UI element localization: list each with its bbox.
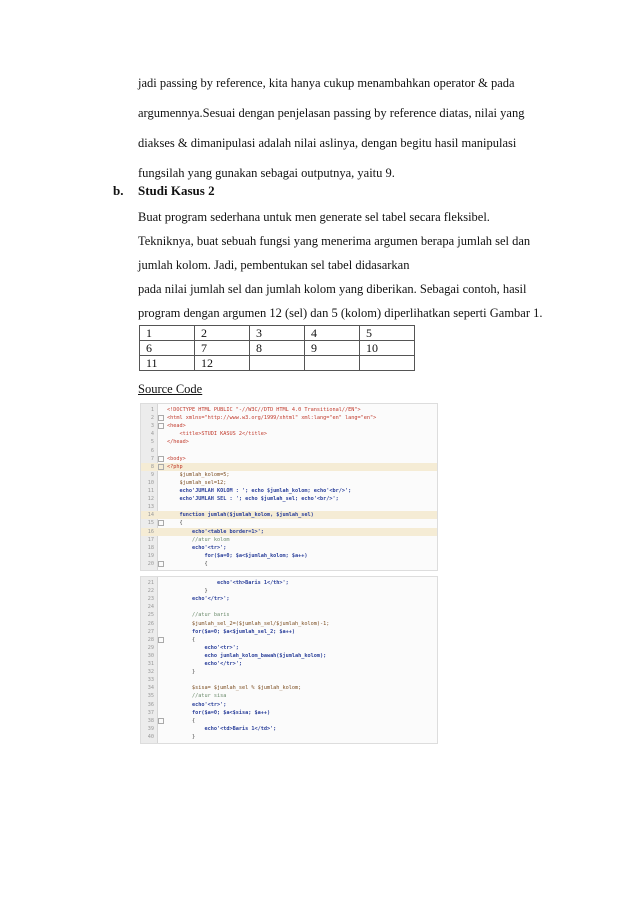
code-line-number: 12 <box>147 496 154 503</box>
code-screenshot-part-1 <box>140 403 438 571</box>
code-line <box>141 487 437 495</box>
code-line <box>141 406 437 414</box>
code-line-text: $sisa= $jumlah_sel % $jumlah_kolom; <box>167 685 302 692</box>
code-line-number: 4 <box>150 431 154 438</box>
code-line <box>141 536 437 544</box>
code-line <box>141 603 437 611</box>
code-line-number: 32 <box>147 669 154 676</box>
code-line-number: 11 <box>147 488 154 494</box>
fold-toggle-icon[interactable] <box>158 464 164 470</box>
fold-toggle-icon[interactable] <box>158 415 164 421</box>
code-line-text: echo'<table border=1>'; <box>167 528 264 535</box>
code-line-number: 21 <box>147 580 154 586</box>
code-line <box>141 709 437 717</box>
code-line-number: 22 <box>147 588 154 595</box>
code-line-number: 34 <box>147 685 154 692</box>
code-line-text: //atur kolom <box>167 536 230 543</box>
code-line-number: 40 <box>147 733 154 740</box>
code-line-text: <?php <box>167 463 183 470</box>
table-cell: 1 <box>140 326 195 341</box>
code-line-number: 1 <box>150 407 154 413</box>
table-cell <box>250 356 305 371</box>
code-line <box>141 479 437 487</box>
code-line-text: echo'<tr>'; <box>167 544 227 551</box>
intro-line: fungsilah yang gunakan sebagai outputnya, yaitu 9. <box>138 166 395 180</box>
code-line-text: </head> <box>167 439 189 446</box>
table-cell: 11 <box>140 356 195 371</box>
code-line-number: 15 <box>147 520 154 527</box>
section-line: jumlah kolom. Jadi, pembentukan sel tabel didasarkan <box>138 258 410 272</box>
code-line-text: for($a=0; $a<$jumlah_kolom; $a++) <box>167 552 308 559</box>
table-cell: 9 <box>305 341 360 356</box>
code-line-text: $jumlah_kolom=5; <box>167 471 230 478</box>
fold-toggle-icon[interactable] <box>158 520 164 526</box>
code-line <box>141 503 437 511</box>
table-cell: 3 <box>250 326 305 341</box>
code-line-number: 9 <box>150 471 154 478</box>
table-cell: 5 <box>360 326 415 341</box>
code-line <box>141 511 437 519</box>
code-line-text: } <box>167 588 208 595</box>
code-line-text: echo'<tr>'; <box>167 644 239 651</box>
code-line-text: <title>STUDI KASUS 2</title> <box>167 431 267 438</box>
table-row <box>140 326 415 341</box>
code-line-text: function jumlah($jumlah_kolom, $jumlah_sel) <box>167 512 314 519</box>
code-line <box>141 611 437 619</box>
code-line-number: 30 <box>147 652 154 659</box>
section-line: Tekniknya, buat sebuah fungsi yang menerima argumen berapa jumlah sel dan <box>138 234 531 248</box>
code-line <box>141 660 437 668</box>
code-line <box>141 628 437 636</box>
example-table-figure <box>139 325 415 371</box>
code-line <box>141 620 437 628</box>
code-line-text: } <box>167 669 196 676</box>
code-line <box>141 519 437 527</box>
code-line-number: 3 <box>150 423 154 430</box>
code-line <box>141 636 437 644</box>
section-marker: b. <box>113 183 124 198</box>
intro-line: jadi passing by reference, kita hanya cukup menambahkan operator & pada <box>138 76 515 90</box>
example-table <box>139 325 415 371</box>
code-line-text: $jumlah_sel=12; <box>167 479 227 486</box>
code-line-number: 19 <box>147 552 154 559</box>
code-line-number: 31 <box>147 661 154 667</box>
fold-toggle-icon[interactable] <box>158 637 164 643</box>
code-line-text: $jumlah_sel_2=($jumlah_sel/$jumlah_kolom)-1; <box>167 620 330 627</box>
table-cell: 2 <box>195 326 250 341</box>
code-line-number: 20 <box>147 560 154 567</box>
code-line-number: 25 <box>147 612 154 619</box>
code-line-text: echo'<th>Baris 1</th>'; <box>167 580 289 586</box>
code-line-text: { <box>167 717 196 724</box>
table-row <box>140 341 415 356</box>
table-row <box>140 356 415 371</box>
code-line-text: for($a=0; $a<$jumlah_sel_2; $a++) <box>167 628 296 635</box>
code-line-text: <body> <box>167 455 186 462</box>
code-line-text: <head> <box>167 423 186 430</box>
fold-toggle-icon[interactable] <box>158 718 164 724</box>
fold-toggle-icon[interactable] <box>158 561 164 567</box>
table-cell: 7 <box>195 341 250 356</box>
code-line-number: 23 <box>147 596 154 603</box>
code-line-number: 37 <box>147 709 154 716</box>
code-line-number: 35 <box>147 693 154 700</box>
fold-toggle-icon[interactable] <box>158 456 164 462</box>
code-line <box>141 552 437 560</box>
code-line <box>141 544 437 552</box>
code-line-text: echo'JUMLAH SEL : '; echo $jumlah_sel; echo'<br/>'; <box>167 496 339 503</box>
code-line-number: 29 <box>147 644 154 651</box>
code-line-text: echo'<tr>'; <box>167 701 227 708</box>
section-heading: Studi Kasus 2 <box>138 183 215 198</box>
table-cell <box>305 356 360 371</box>
code-line-text: //atur baris <box>167 612 230 619</box>
code-line <box>141 684 437 692</box>
code-line-number: 33 <box>147 677 154 684</box>
code-line <box>141 560 437 568</box>
source-code-label: Source Code <box>138 382 203 396</box>
code-line-text: { <box>167 636 196 643</box>
section-line: program dengan argumen 12 (sel) dan 5 (kolom) diperlihatkan seperti Gambar 1. <box>138 306 543 320</box>
code-line-number: 14 <box>147 512 154 519</box>
code-line-text: echo jumlah_kolom_bawah($jumlah_kolom); <box>167 652 327 659</box>
intro-line: diakses & dimanipulasi adalah nilai aslinya, dengan begitu hasil manipulasi <box>138 136 517 150</box>
code-line <box>141 438 437 446</box>
section-paragraph <box>138 206 578 324</box>
section-line: Buat program sederhana untuk men generate sel tabel secara fleksibel. <box>138 210 490 224</box>
code-line <box>141 725 437 733</box>
code-line-text: <html xmlns="http://www.w3.org/1999/xhtml" xml:lang="en" lang="en"> <box>167 415 377 422</box>
table-cell: 4 <box>305 326 360 341</box>
section-line: pada nilai jumlah sel dan jumlah kolom yang diberikan. Sebagai contoh, hasil <box>138 282 527 296</box>
code-line-text: echo'</tr>'; <box>167 661 242 667</box>
code-line <box>141 455 437 463</box>
code-line-text: for($a=0; $a<$sisa; $a++) <box>167 709 271 716</box>
intro-paragraph <box>138 72 578 184</box>
code-line <box>141 463 437 471</box>
code-line-text: <!DOCTYPE HTML PUBLIC "-//W3C//DTD HTML 4.0 Transitional//EN"> <box>167 407 361 413</box>
code-line <box>141 652 437 660</box>
table-cell: 6 <box>140 341 195 356</box>
code-line-number: 17 <box>147 536 154 543</box>
fold-toggle-icon[interactable] <box>158 423 164 429</box>
table-cell: 12 <box>195 356 250 371</box>
intro-line: argumennya.Sesuai dengan penjelasan passing by reference diatas, nilai yang <box>138 106 525 120</box>
code-line-number: 36 <box>147 701 154 708</box>
code-line-number: 16 <box>147 528 154 535</box>
code-line-text: echo'JUMLAH KOLOM : '; echo $jumlah_kolom; echo'<br/>'; <box>167 488 352 494</box>
code-line <box>141 447 437 455</box>
code-line-text: echo'</tr>'; <box>167 596 230 603</box>
code-line <box>141 595 437 603</box>
code-line <box>141 430 437 438</box>
code-line <box>141 414 437 422</box>
code-line-number: 39 <box>147 725 154 732</box>
code-line-text: //atur sisa <box>167 693 227 700</box>
code-line <box>141 579 437 587</box>
code-line-number: 28 <box>147 636 154 643</box>
code-line-text: { <box>167 520 183 527</box>
code-line-number: 38 <box>147 717 154 724</box>
code-line <box>141 528 437 536</box>
table-cell: 8 <box>250 341 305 356</box>
code-line <box>141 495 437 503</box>
code-line-number: 26 <box>147 620 154 627</box>
code-line-number: 6 <box>150 447 154 454</box>
table-cell: 10 <box>360 341 415 356</box>
code-line-number: 7 <box>150 455 154 462</box>
code-line <box>141 587 437 595</box>
code-line <box>141 471 437 479</box>
code-line-number: 8 <box>150 463 154 470</box>
code-line-number: 27 <box>147 628 154 635</box>
code-line-number: 13 <box>147 504 154 511</box>
code-line <box>141 422 437 430</box>
code-line-number: 10 <box>147 479 154 486</box>
code-screenshot-part-2 <box>140 576 438 744</box>
code-line-text: echo'<td>Baris 1</td>'; <box>167 725 277 732</box>
code-line <box>141 717 437 725</box>
code-line-number: 5 <box>150 439 154 446</box>
code-line <box>141 701 437 709</box>
code-line <box>141 692 437 700</box>
code-line-text: { <box>167 560 208 567</box>
code-line-number: 2 <box>150 415 154 422</box>
code-line <box>141 644 437 652</box>
code-line-number: 24 <box>147 604 154 611</box>
code-line-number: 18 <box>147 544 154 551</box>
code-line <box>141 668 437 676</box>
code-line <box>141 733 437 741</box>
code-line-text: } <box>167 733 196 740</box>
code-line <box>141 676 437 684</box>
table-cell <box>360 356 415 371</box>
